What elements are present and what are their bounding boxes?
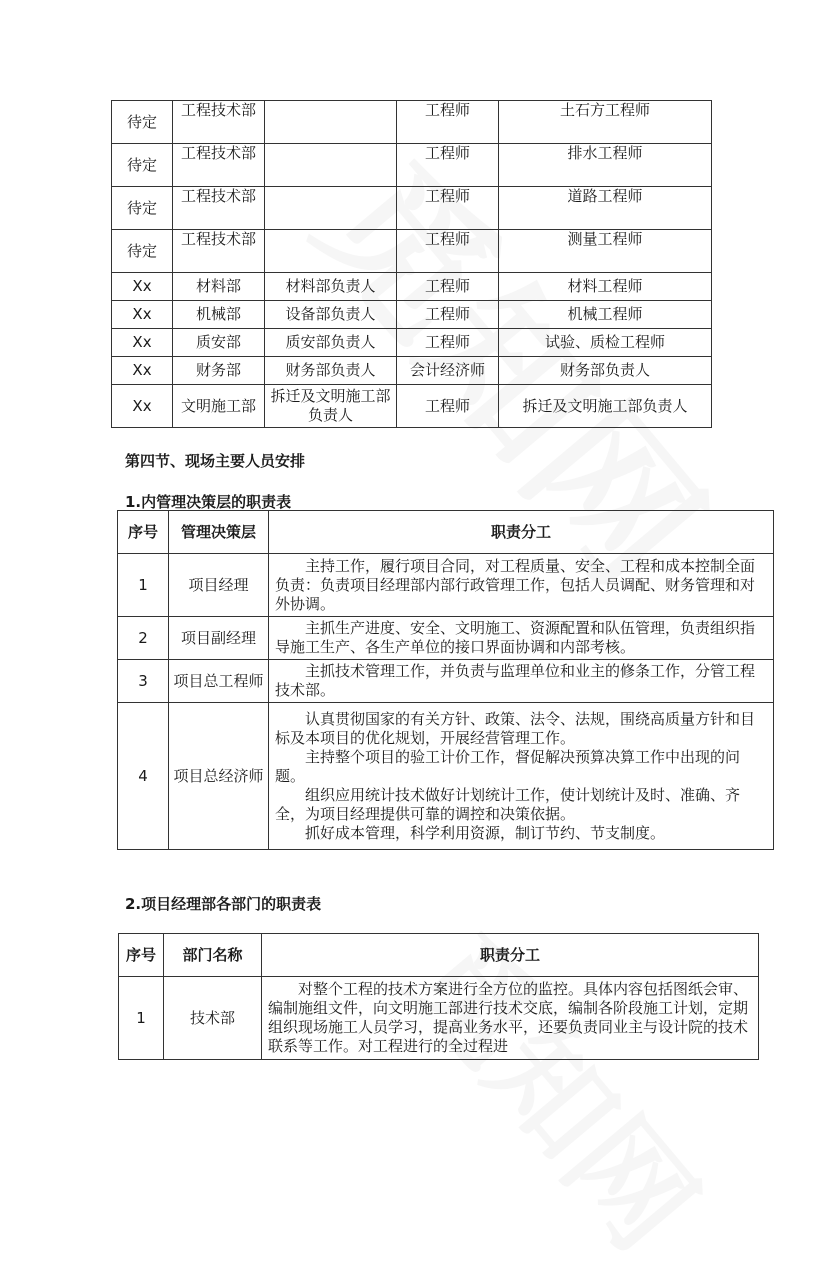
role-cell: 土石方工程师 (499, 101, 712, 144)
table-row (112, 273, 712, 301)
col-header-duty: 职责分工 (262, 934, 759, 977)
staff-id-cell: 待定 (112, 101, 173, 144)
duty-cell (269, 617, 774, 660)
col-header-dept: 部门名称 (164, 934, 262, 977)
title-cell: 工程师 (397, 329, 499, 357)
table-row (118, 703, 774, 850)
staff-table (111, 100, 712, 428)
dept-cell: 工程技术部 (173, 187, 265, 230)
duty-cell (269, 660, 774, 703)
position-cell: 拆迁及文明施工部负责人 (265, 385, 397, 428)
duty-paragraph: 主抓技术管理工作，并负责与监理单位和业主的修条工作，分管工程技术部。 (275, 662, 756, 699)
role-cell: 项目总工程师 (169, 660, 269, 703)
title-cell: 工程师 (397, 273, 499, 301)
duty-paragraph: 主持工作，履行项目合同，对工程质量、安全、工程和成本控制全面负责：负责项目经理部内部行政管理工作，包括人员调配、财务管理和对外协调。 (275, 556, 756, 613)
decision-table-title: 1.内管理决策层的职责表 (125, 493, 292, 511)
position-cell (265, 187, 397, 230)
table-row (118, 660, 774, 703)
section-title: 第四节、现场主要人员安排 (125, 452, 306, 470)
table-row (118, 554, 774, 617)
dept-cell: 工程技术部 (173, 230, 265, 273)
duty-cell (269, 703, 774, 850)
decision-table (117, 510, 774, 850)
role-cell: 财务部负责人 (499, 357, 712, 385)
position-cell (265, 144, 397, 187)
title-cell: 会计经济师 (397, 357, 499, 385)
role-cell: 排水工程师 (499, 144, 712, 187)
dept-table-title: 2.项目经理部各部门的职责表 (125, 895, 322, 913)
col-header-no: 序号 (118, 511, 169, 554)
duty-cell (269, 554, 774, 617)
row-number-cell: 3 (118, 660, 169, 703)
dept-cell: 财务部 (173, 357, 265, 385)
col-header-role: 管理决策层 (169, 511, 269, 554)
role-cell: 机械工程师 (499, 301, 712, 329)
dept-cell: 文明施工部 (173, 385, 265, 428)
table-row (112, 329, 712, 357)
duty-paragraph: 对整个工程的技术方案进行全方位的监控。具体内容包括图纸会审、编制施组文件，向文明施工部进行技术交底，编制各阶段施工计划，定期组织现场施工人员学习，提高业务水平，还要负责同业主与设计院的技术联系等工作。对工程进行的全过程进 (268, 980, 749, 1055)
role-cell: 道路工程师 (499, 187, 712, 230)
dept-cell: 工程技术部 (173, 144, 265, 187)
staff-id-cell: 待定 (112, 187, 173, 230)
table-row (112, 187, 712, 230)
staff-id-cell: 待定 (112, 230, 173, 273)
table-row (118, 617, 774, 660)
col-header-duty: 职责分工 (269, 511, 774, 554)
table-row (119, 977, 759, 1060)
col-header-no: 序号 (119, 934, 164, 977)
role-cell: 测量工程师 (499, 230, 712, 273)
staff-id-cell: Xx (112, 301, 173, 329)
role-cell: 项目副经理 (169, 617, 269, 660)
duty-cell (262, 977, 759, 1060)
staff-id-cell: Xx (112, 385, 173, 428)
position-cell: 设备部负责人 (265, 301, 397, 329)
row-number-cell: 1 (118, 554, 169, 617)
dept-cell: 机械部 (173, 301, 265, 329)
role-cell: 试验、质检工程师 (499, 329, 712, 357)
title-cell: 工程师 (397, 301, 499, 329)
table-row (112, 301, 712, 329)
duty-paragraph: 主持整个项目的验工计价工作，督促解决预算决算工作中出现的问题。 (275, 747, 741, 785)
title-cell: 工程师 (397, 230, 499, 273)
title-cell: 工程师 (397, 101, 499, 144)
role-cell: 材料工程师 (499, 273, 712, 301)
row-number-cell: 4 (118, 703, 169, 850)
title-cell: 工程师 (397, 144, 499, 187)
table-row (112, 230, 712, 273)
duty-paragraph: 主抓生产进度、安全、文明施工、资源配置和队伍管理，负责组织指导施工生产、各生产单位的接口界面协调和内部考核。 (275, 619, 756, 656)
role-cell: 项目经理 (169, 554, 269, 617)
position-cell: 质安部负责人 (265, 329, 397, 357)
staff-id-cell: Xx (112, 273, 173, 301)
table-row (112, 357, 712, 385)
title-cell: 工程师 (397, 385, 499, 428)
dept-cell: 技术部 (164, 977, 262, 1060)
table-row (112, 101, 712, 144)
dept-cell: 质安部 (173, 329, 265, 357)
position-cell: 财务部负责人 (265, 357, 397, 385)
dept-table (118, 933, 759, 1060)
staff-id-cell: Xx (112, 329, 173, 357)
dept-cell: 材料部 (173, 273, 265, 301)
row-number-cell: 2 (118, 617, 169, 660)
staff-id-cell: Xx (112, 357, 173, 385)
position-cell (265, 101, 397, 144)
dept-cell: 工程技术部 (173, 101, 265, 144)
row-number-cell: 1 (119, 977, 164, 1060)
staff-id-cell: 待定 (112, 144, 173, 187)
duty-paragraph: 认真贯彻国家的有关方针、政策、法令、法规，围绕高质量方针和目标及本项目的优化规划，开展经营管理工作。 (275, 709, 756, 747)
title-cell: 工程师 (397, 187, 499, 230)
position-cell: 材料部负责人 (265, 273, 397, 301)
duty-paragraph: 抓好成本管理，科学利用资源，制订节约、节支制度。 (305, 823, 666, 842)
role-cell: 项目总经济师 (169, 703, 269, 850)
table-row (112, 385, 712, 428)
role-cell: 拆迁及文明施工部负责人 (499, 385, 712, 428)
duty-paragraph: 组织应用统计技术做好计划统计工作，使计划统计及时、准确、齐全，为项目经理提供可靠的调控和决策依据。 (275, 785, 741, 823)
position-cell (265, 230, 397, 273)
table-row (112, 144, 712, 187)
